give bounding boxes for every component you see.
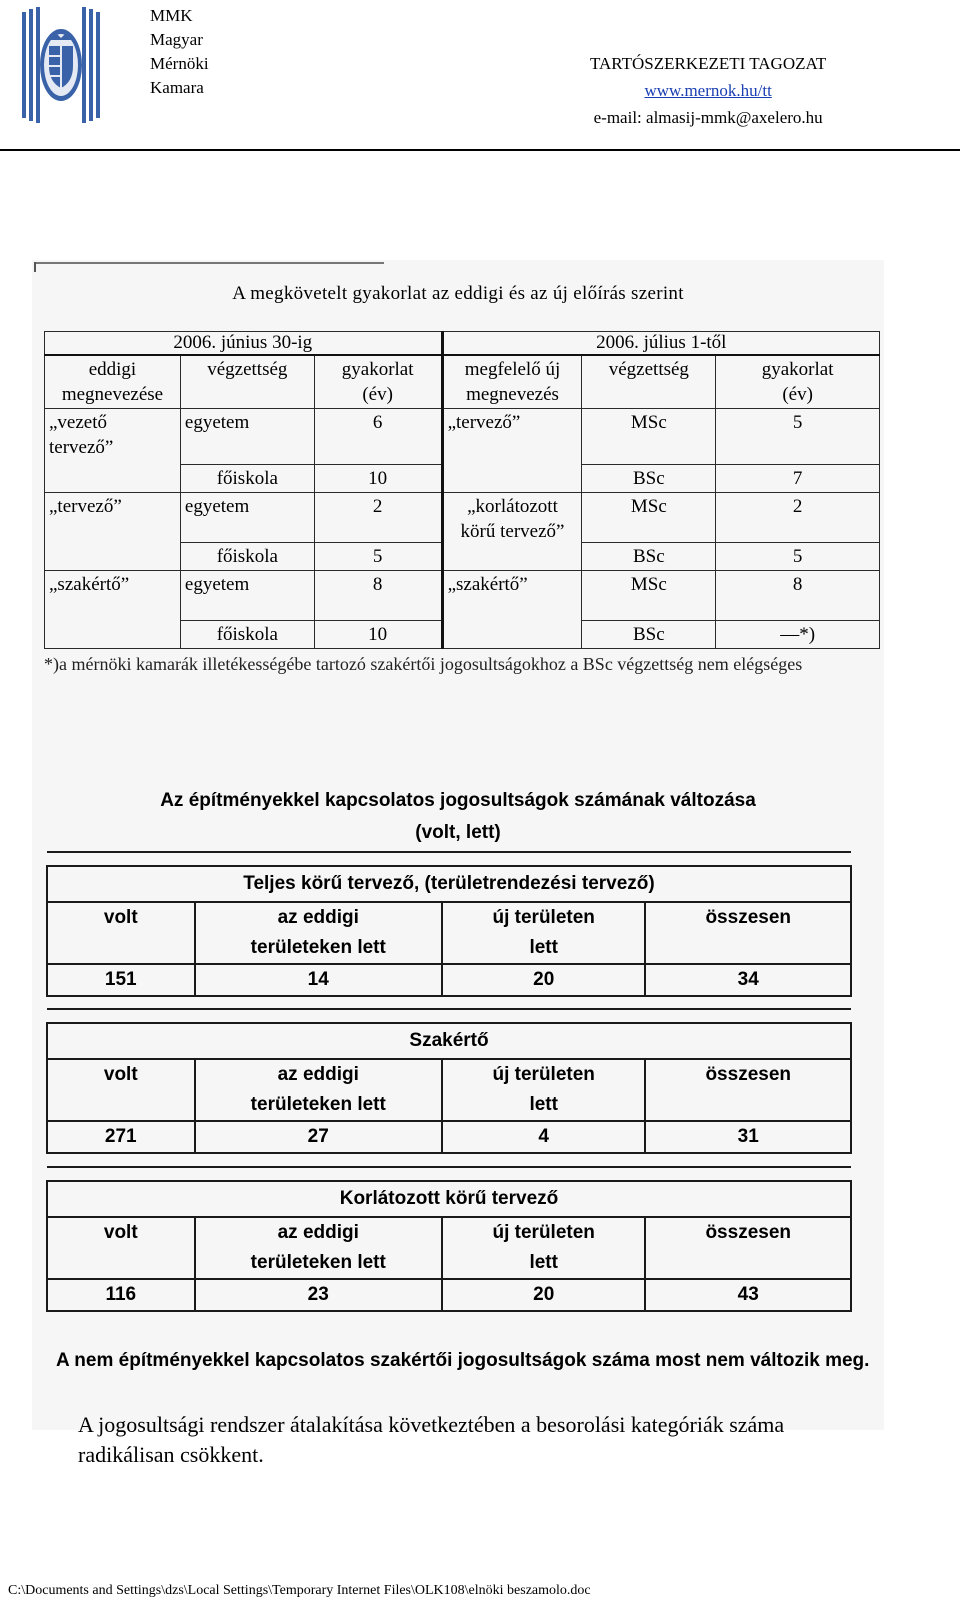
col-before: volt	[47, 902, 195, 964]
table-spacer	[47, 1009, 851, 1023]
requirements-table	[44, 331, 880, 649]
org-line: Mérnöki	[150, 54, 209, 73]
value-total: 34	[645, 964, 851, 996]
col-new-area: új területen lett	[442, 1059, 646, 1121]
website-link[interactable]: www.mernok.hu/tt	[644, 81, 772, 100]
col-before: volt	[47, 1217, 195, 1279]
col-existing: az eddigi területeken lett	[195, 1217, 442, 1279]
value-total: 31	[645, 1121, 851, 1153]
new-years-cell: —*)	[716, 621, 880, 649]
new-years-cell: 8	[716, 571, 880, 621]
summary-paragraph	[78, 1410, 928, 1470]
degree-cell: egyetem	[180, 493, 314, 543]
header-new-name: megfelelő új megnevezés	[442, 355, 582, 409]
new-degree-cell: MSc	[582, 409, 716, 465]
new-degree-cell: BSc	[582, 465, 716, 493]
stat-table-title: Teljes körű tervező, (területrendezési tervező)	[47, 866, 851, 902]
value-new-area: 4	[442, 1121, 646, 1153]
scan-edge-line	[36, 262, 384, 264]
org-line: Kamara	[150, 78, 204, 97]
table-row	[45, 571, 880, 621]
header-new-degree: végzettség	[582, 355, 716, 409]
file-path: C:\Documents and Settings\dzs\Local Settings\Temporary Internet Files\OLK108\elnöki beszamolo.doc	[8, 1583, 591, 1598]
mmk-logo	[20, 6, 102, 124]
new-title: „korlátozott körű tervező”	[442, 493, 582, 571]
years-cell: 8	[314, 571, 442, 621]
years-cell: 10	[314, 465, 442, 493]
header-practice: gyakorlat (év)	[314, 355, 442, 409]
stat-table-title: Szakértő	[47, 1023, 851, 1059]
new-years-cell: 7	[716, 465, 880, 493]
degree-cell: egyetem	[180, 571, 314, 621]
value-new-area: 20	[442, 1279, 646, 1311]
degree-cell: egyetem	[180, 409, 314, 465]
new-degree-cell: MSc	[582, 493, 716, 543]
new-years-cell: 5	[716, 409, 880, 465]
new-title: „tervező”	[442, 409, 582, 493]
period-old: 2006. június 30-ig	[45, 332, 443, 356]
col-existing: az eddigi területeken lett	[195, 1059, 442, 1121]
header-old-name: eddigi megnevezése	[45, 355, 181, 409]
org-line: MMK	[150, 6, 193, 25]
new-years-cell: 5	[716, 543, 880, 571]
old-title: „vezető tervező”	[45, 409, 181, 493]
summary-line: radikálisan csökkent.	[78, 1442, 264, 1467]
table-row	[45, 332, 880, 356]
value-existing: 14	[195, 964, 442, 996]
col-existing: az eddigi területeken lett	[195, 902, 442, 964]
new-degree-cell: BSc	[582, 543, 716, 571]
value-existing: 27	[195, 1121, 442, 1153]
table-row	[47, 1279, 851, 1311]
col-total: összesen	[645, 902, 851, 964]
header-degree: végzettség	[180, 355, 314, 409]
new-title: „szakértő”	[442, 571, 582, 649]
years-cell: 5	[314, 543, 442, 571]
stat-table-title: Korlátozott körű tervező	[47, 1181, 851, 1217]
org-line: Magyar	[150, 30, 203, 49]
period-new: 2006. július 1-től	[442, 332, 879, 356]
degree-cell: főiskola	[180, 621, 314, 649]
header-divider	[0, 149, 960, 151]
new-years-cell: 2	[716, 493, 880, 543]
new-degree-cell: BSc	[582, 621, 716, 649]
stat-table-expert	[46, 1008, 852, 1154]
value-before: 151	[47, 964, 195, 996]
table-row	[45, 409, 880, 465]
old-title: „szakértő”	[45, 571, 181, 649]
table-row	[45, 355, 880, 409]
old-title: „tervező”	[45, 493, 181, 571]
table-row	[47, 964, 851, 996]
table-row	[47, 1121, 851, 1153]
requirements-footnote: *)a mérnöki kamarák illetékességébe tartozó szakértői jogosultságokhoz a BSc végzettség nem elégséges	[44, 654, 803, 674]
email-address: e-mail: almasij-mmk@axelero.hu	[593, 108, 823, 127]
table-row	[47, 1217, 851, 1279]
contact-block	[590, 50, 826, 131]
value-before: 271	[47, 1121, 195, 1153]
years-cell: 6	[314, 409, 442, 465]
years-cell: 2	[314, 493, 442, 543]
header-new-practice: gyakorlat (év)	[716, 355, 880, 409]
value-total: 43	[645, 1279, 851, 1311]
table-row	[47, 902, 851, 964]
table-row	[45, 493, 880, 543]
col-before: volt	[47, 1059, 195, 1121]
stat-table-limited-designer	[46, 1166, 852, 1312]
col-new-area: új területen lett	[442, 902, 646, 964]
table-row	[47, 1059, 851, 1121]
changes-title: Az építményekkel kapcsolatos jogosultságok számának változása (volt, lett)	[160, 790, 756, 843]
col-total: összesen	[645, 1059, 851, 1121]
scan-edge-tick	[34, 262, 36, 272]
value-new-area: 20	[442, 964, 646, 996]
degree-cell: főiskola	[180, 543, 314, 571]
organization-name	[150, 4, 209, 100]
value-before: 116	[47, 1279, 195, 1311]
table-spacer	[47, 1167, 851, 1181]
summary-line: A jogosultsági rendszer átalakítása következtében a besorolási kategóriák száma	[78, 1412, 785, 1437]
table-spacer	[47, 852, 851, 866]
degree-cell: főiskola	[180, 465, 314, 493]
stat-table-full-designer	[46, 851, 852, 997]
requirements-title: A megkövetelt gyakorlat az eddigi és az új előírás szerint	[232, 283, 684, 304]
new-degree-cell: MSc	[582, 571, 716, 621]
section-name: TARTÓSZERKEZETI TAGOZAT	[590, 54, 827, 73]
col-total: összesen	[645, 1217, 851, 1279]
years-cell: 10	[314, 621, 442, 649]
col-new-area: új területen lett	[442, 1217, 646, 1279]
value-existing: 23	[195, 1279, 442, 1311]
non-building-note: A nem építményekkel kapcsolatos szakértői jogosultságok száma most nem változik meg.	[56, 1350, 870, 1371]
